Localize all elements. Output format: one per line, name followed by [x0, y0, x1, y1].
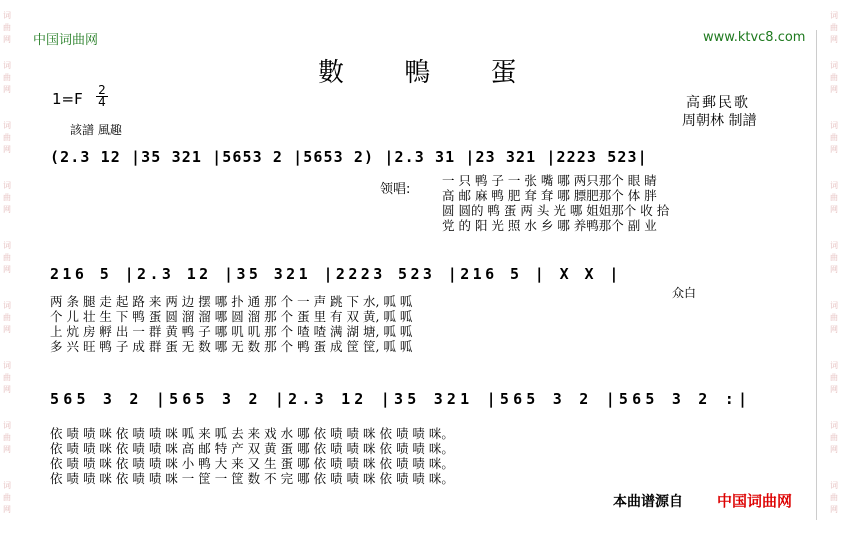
lyrics-row-2-verse-3: 上 炕 房 孵 出 一 群 黄 鸭 子 哪 叽 叽 那 个 喳 喳 满 湖 塘, 呱 呱: [50, 324, 413, 339]
lyrics-row-1-verse-1: 一 只 鸭 子 一 张 嘴 哪 两只那个 眼 睛: [442, 173, 657, 188]
lyrics-row-3-verse-2: 依 啧 啧 咪 依 啧 啧 咪 高 邮 特 产 双 黄 蛋 哪 依 啧 啧 咪 依 啧 啧 咪。: [50, 441, 454, 456]
site-link-left[interactable]: 中国词曲网: [33, 33, 99, 48]
time-sig-bottom: 4: [98, 95, 106, 109]
watermark-left-3: 词 曲 网: [3, 121, 11, 154]
watermark-right-9: 词 曲 网: [830, 481, 838, 514]
role-chorus: 众白: [672, 286, 697, 300]
watermark-left-6: 词 曲 网: [3, 301, 11, 334]
watermark-right-8: 词 曲 网: [830, 421, 838, 454]
watermark-right-5: 词 曲 网: [830, 241, 838, 274]
watermark-right-1: 词 曲 网: [830, 11, 838, 44]
lyrics-row-1-verse-2: 高 邮 麻 鸭 肥 耷 耷 哪 膘肥那个 体 胖: [442, 188, 657, 203]
lyrics-row-2-verse-1: 两 条 腿 走 起 路 来 两 边 摆 哪 扑 通 那 个 一 声 跳 下 水, 呱 呱: [50, 294, 413, 309]
lyrics-row-2-verse-4: 多 兴 旺 鸭 子 成 群 蛋 无 数 哪 无 数 那 个 鸭 蛋 成 筐 筐, 呱 呱: [50, 339, 413, 354]
watermark-right-4: 词 曲 网: [830, 181, 838, 214]
credit-genre: 高郵民歌: [686, 95, 750, 111]
watermark-right-6: 词 曲 网: [830, 301, 838, 334]
lyrics-row-1-verse-4: 党 的 阳 光 照 水 乡 哪 养鸭那个 副 业: [442, 218, 657, 233]
watermark-left-9: 词 曲 网: [3, 481, 11, 514]
style-note: 該譜 風趣: [70, 123, 122, 137]
site-link-right[interactable]: www.ktvc8.com: [703, 30, 806, 45]
lyrics-row-3-verse-1: 依 啧 啧 咪 依 啧 啧 咪 呱 来 呱 去 来 戏 水 哪 依 啧 啧 咪 依 啧 啧 咪。: [50, 426, 454, 441]
footer-source-label: 本曲谱源自: [613, 494, 683, 510]
right-margin-line: [816, 30, 817, 520]
key-signature: 1=F: [52, 90, 83, 108]
watermark-left-7: 词 曲 网: [3, 361, 11, 394]
lyrics-row-1-verse-3: 圆 圆的 鸭 蛋 两 头 光 哪 姐姐那个 收 拾: [442, 203, 670, 218]
time-signature: [96, 85, 108, 108]
watermark-left-4: 词 曲 网: [3, 181, 11, 214]
watermark-left-1: 词 曲 网: [3, 11, 11, 44]
time-sig-top: 2: [98, 83, 106, 97]
notation-row-3: 565 3 2 |565 3 2 |2.3 12 |35 321 |565 3 2 |565 3 2 :|: [50, 390, 752, 408]
watermark-left-2: 词 曲 网: [3, 61, 11, 94]
credit-arranger: 周朝林 制譜: [682, 113, 757, 129]
lyrics-row-3-verse-3: 依 啧 啧 咪 依 啧 啧 咪 小 鸭 大 来 又 生 蛋 哪 依 啧 啧 咪 依 啧 啧 咪。: [50, 456, 454, 471]
watermark-right-3: 词 曲 网: [830, 121, 838, 154]
watermark-left-8: 词 曲 网: [3, 421, 11, 454]
footer-site-link[interactable]: 中国词曲网: [717, 492, 793, 510]
notation-row-1: (2.3 12 |35 321 |5653 2 |5653 2) |2.3 31 |23 321 |2223 523|: [50, 148, 648, 166]
watermark-left-5: 词 曲 网: [3, 241, 11, 274]
lyrics-row-3-verse-4: 依 啧 啧 咪 依 啧 啧 咪 一 筐 一 筐 数 不 完 哪 依 啧 啧 咪 依 啧 啧 咪。: [50, 471, 454, 486]
notation-row-2: 216 5 |2.3 12 |35 321 |2223 523 |216 5 | X X |: [50, 265, 622, 283]
song-title: 數 鴨 蛋: [318, 58, 543, 88]
watermark-right-7: 词 曲 网: [830, 361, 838, 394]
role-lead: 领唱:: [380, 182, 411, 197]
watermark-right-2: 词 曲 网: [830, 61, 838, 94]
lyrics-row-2-verse-2: 个 儿 壮 生 下 鸭 蛋 圆 溜 溜 哪 圆 溜 那 个 蛋 里 有 双 黄, 呱 呱: [50, 309, 413, 324]
